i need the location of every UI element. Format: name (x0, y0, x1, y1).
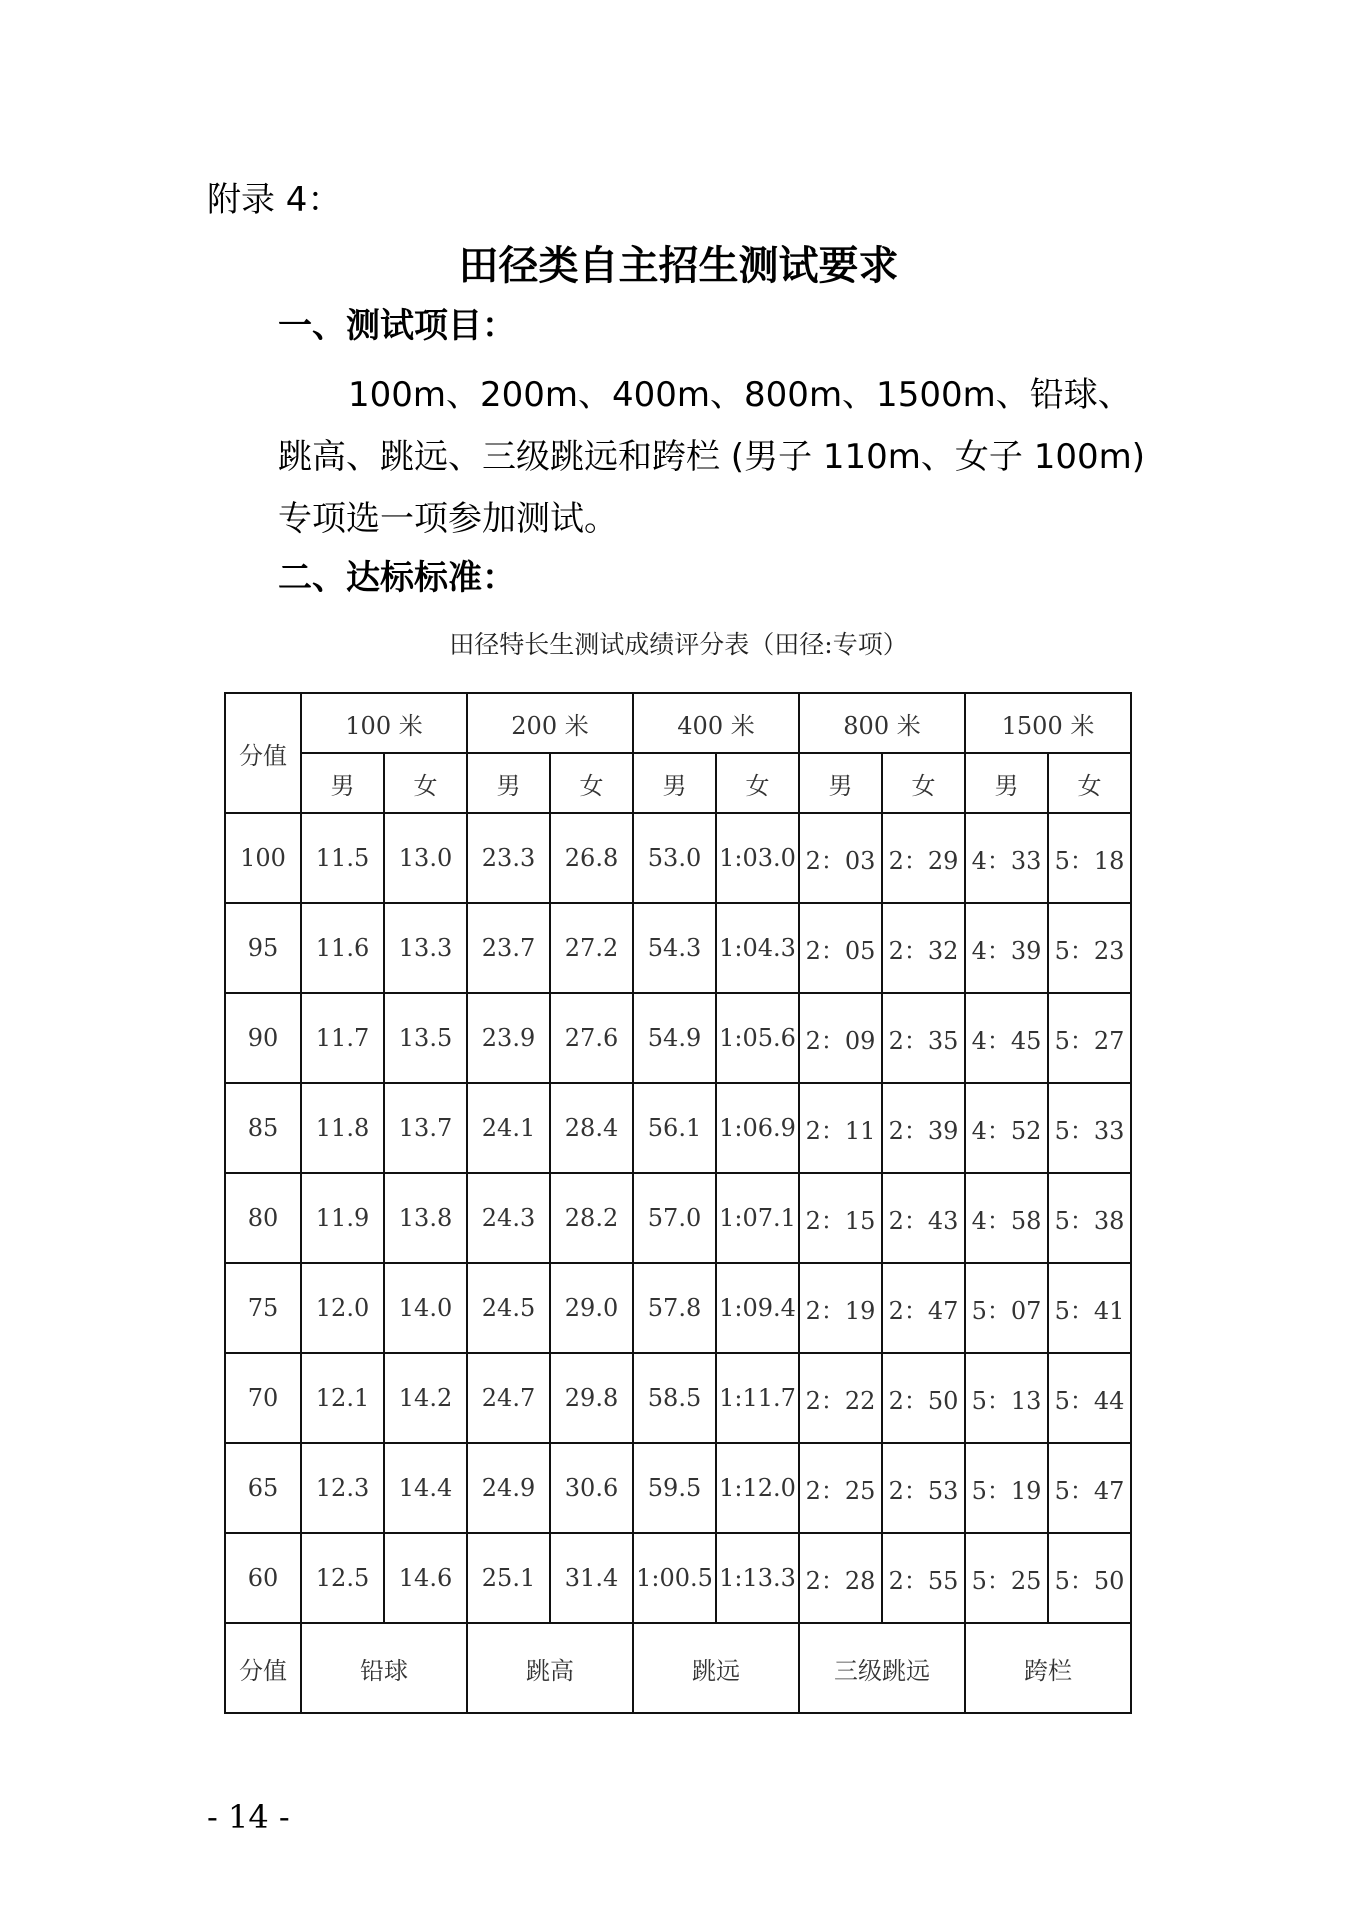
result-cell: 1:07.1 (716, 1173, 799, 1263)
result-cell: 2：32 (882, 903, 965, 993)
result-cell: 14.2 (384, 1353, 467, 1443)
score-header-cell: 分值 (225, 693, 301, 813)
result-cell: 26.8 (550, 813, 633, 903)
result-cell: 13.8 (384, 1173, 467, 1263)
result-cell: 11.7 (301, 993, 384, 1083)
result-cell: 1:13.3 (716, 1533, 799, 1623)
result-cell: 2：05 (799, 903, 882, 993)
event-header-800m: 800 米 (799, 693, 965, 753)
result-cell: 57.8 (633, 1263, 716, 1353)
gender-header-cell: 女 (716, 753, 799, 813)
result-cell: 2：15 (799, 1173, 882, 1263)
result-cell: 5：50 (1048, 1533, 1131, 1623)
result-cell: 30.6 (550, 1443, 633, 1533)
gender-header-cell: 男 (467, 753, 550, 813)
result-cell: 13.7 (384, 1083, 467, 1173)
appendix-label: 附录 4： (207, 180, 342, 220)
header-row-gender (225, 753, 1131, 813)
paragraph-line: 100m、200m、400m、800m、1500m、铅球、 (348, 375, 1132, 415)
result-cell: 13.0 (384, 813, 467, 903)
table-row (225, 993, 1131, 1083)
paragraph-line: 专项选一项参加测试。 (278, 499, 618, 539)
result-cell: 12.5 (301, 1533, 384, 1623)
gender-header-cell: 男 (799, 753, 882, 813)
result-cell: 1:12.0 (716, 1443, 799, 1533)
result-cell: 5：13 (965, 1353, 1048, 1443)
result-cell: 2：19 (799, 1263, 882, 1353)
result-cell: 5：19 (965, 1443, 1048, 1533)
section-1-heading: 一、测试项目： (278, 306, 516, 346)
document-title: 田径类自主招生测试要求 (458, 243, 899, 289)
result-cell: 1:06.9 (716, 1083, 799, 1173)
score-cell: 95 (225, 903, 301, 993)
result-cell: 28.2 (550, 1173, 633, 1263)
result-cell: 12.0 (301, 1263, 384, 1353)
table-row (225, 1263, 1131, 1353)
result-cell: 23.7 (467, 903, 550, 993)
result-cell: 58.5 (633, 1353, 716, 1443)
result-cell: 11.9 (301, 1173, 384, 1263)
footer-row (225, 1623, 1131, 1713)
result-cell: 24.7 (467, 1353, 550, 1443)
table-row (225, 1533, 1131, 1623)
event-header-1500m: 1500 米 (965, 693, 1131, 753)
result-cell: 2：47 (882, 1263, 965, 1353)
gender-header-cell: 男 (301, 753, 384, 813)
result-cell: 2：39 (882, 1083, 965, 1173)
result-cell: 56.1 (633, 1083, 716, 1173)
result-cell: 2：50 (882, 1353, 965, 1443)
score-cell: 65 (225, 1443, 301, 1533)
footer-event-cell: 跨栏 (965, 1623, 1131, 1713)
result-cell: 5：41 (1048, 1263, 1131, 1353)
page-number: - 14 - (207, 1798, 290, 1836)
footer-event-cell: 跳高 (467, 1623, 633, 1713)
gender-header-cell: 女 (550, 753, 633, 813)
result-cell: 2：25 (799, 1443, 882, 1533)
result-cell: 5：23 (1048, 903, 1131, 993)
gender-header-cell: 女 (384, 753, 467, 813)
table-caption: 田径特长生测试成绩评分表（田径:专项） (449, 630, 908, 659)
result-cell: 11.5 (301, 813, 384, 903)
footer-score-header-cell: 分值 (225, 1623, 301, 1713)
result-cell: 31.4 (550, 1533, 633, 1623)
result-cell: 2：28 (799, 1533, 882, 1623)
result-cell: 25.1 (467, 1533, 550, 1623)
score-cell: 75 (225, 1263, 301, 1353)
result-cell: 2：53 (882, 1443, 965, 1533)
table-row (225, 903, 1131, 993)
result-cell: 2：03 (799, 813, 882, 903)
gender-header-cell: 女 (882, 753, 965, 813)
result-cell: 27.2 (550, 903, 633, 993)
table-row (225, 813, 1131, 903)
table-row (225, 1083, 1131, 1173)
gender-header-cell: 男 (633, 753, 716, 813)
result-cell: 24.5 (467, 1263, 550, 1353)
footer-event-cell: 跳远 (633, 1623, 799, 1713)
result-cell: 4：33 (965, 813, 1048, 903)
result-cell: 12.3 (301, 1443, 384, 1533)
result-cell: 53.0 (633, 813, 716, 903)
event-header-400m: 400 米 (633, 693, 799, 753)
result-cell: 5：18 (1048, 813, 1131, 903)
result-cell: 5：25 (965, 1533, 1048, 1623)
score-cell: 60 (225, 1533, 301, 1623)
result-cell: 5：07 (965, 1263, 1048, 1353)
gender-header-cell: 男 (965, 753, 1048, 813)
result-cell: 2：22 (799, 1353, 882, 1443)
gender-header-cell: 女 (1048, 753, 1131, 813)
result-cell: 1:04.3 (716, 903, 799, 993)
result-cell: 13.5 (384, 993, 467, 1083)
result-cell: 5：27 (1048, 993, 1131, 1083)
result-cell: 59.5 (633, 1443, 716, 1533)
result-cell: 54.9 (633, 993, 716, 1083)
result-cell: 4：45 (965, 993, 1048, 1083)
result-cell: 1:11.7 (716, 1353, 799, 1443)
result-cell: 27.6 (550, 993, 633, 1083)
result-cell: 5：38 (1048, 1173, 1131, 1263)
result-cell: 28.4 (550, 1083, 633, 1173)
result-cell: 1:00.5 (633, 1533, 716, 1623)
event-header-100m: 100 米 (301, 693, 467, 753)
result-cell: 4：58 (965, 1173, 1048, 1263)
result-cell: 14.4 (384, 1443, 467, 1533)
result-cell: 57.0 (633, 1173, 716, 1263)
result-cell: 2：09 (799, 993, 882, 1083)
score-cell: 90 (225, 993, 301, 1083)
score-table (224, 692, 1132, 1714)
result-cell: 4：52 (965, 1083, 1048, 1173)
result-cell: 2：35 (882, 993, 965, 1083)
paragraph-line: 跳高、跳远、三级跳远和跨栏 (男子 110m、女子 100m) (278, 437, 1145, 477)
header-row-events (225, 693, 1131, 753)
footer-event-cell: 三级跳远 (799, 1623, 965, 1713)
section-2-heading: 二、达标标准： (278, 558, 516, 598)
result-cell: 1:03.0 (716, 813, 799, 903)
result-cell: 1:05.6 (716, 993, 799, 1083)
result-cell: 24.1 (467, 1083, 550, 1173)
result-cell: 14.0 (384, 1263, 467, 1353)
result-cell: 23.9 (467, 993, 550, 1083)
table-row (225, 1353, 1131, 1443)
result-cell: 2：43 (882, 1173, 965, 1263)
result-cell: 11.6 (301, 903, 384, 993)
result-cell: 4：39 (965, 903, 1048, 993)
result-cell: 1:09.4 (716, 1263, 799, 1353)
result-cell: 5：47 (1048, 1443, 1131, 1533)
footer-event-cell: 铅球 (301, 1623, 467, 1713)
result-cell: 24.3 (467, 1173, 550, 1263)
result-cell: 29.0 (550, 1263, 633, 1353)
result-cell: 2：11 (799, 1083, 882, 1173)
score-cell: 80 (225, 1173, 301, 1263)
result-cell: 2：55 (882, 1533, 965, 1623)
score-cell: 70 (225, 1353, 301, 1443)
section-1-paragraph (278, 364, 1158, 550)
event-header-200m: 200 米 (467, 693, 633, 753)
table-row (225, 1173, 1131, 1263)
result-cell: 24.9 (467, 1443, 550, 1533)
result-cell: 13.3 (384, 903, 467, 993)
result-cell: 12.1 (301, 1353, 384, 1443)
result-cell: 5：33 (1048, 1083, 1131, 1173)
result-cell: 2：29 (882, 813, 965, 903)
score-cell: 85 (225, 1083, 301, 1173)
result-cell: 29.8 (550, 1353, 633, 1443)
score-cell: 100 (225, 813, 301, 903)
result-cell: 14.6 (384, 1533, 467, 1623)
result-cell: 23.3 (467, 813, 550, 903)
result-cell: 5：44 (1048, 1353, 1131, 1443)
result-cell: 54.3 (633, 903, 716, 993)
table-row (225, 1443, 1131, 1533)
result-cell: 11.8 (301, 1083, 384, 1173)
